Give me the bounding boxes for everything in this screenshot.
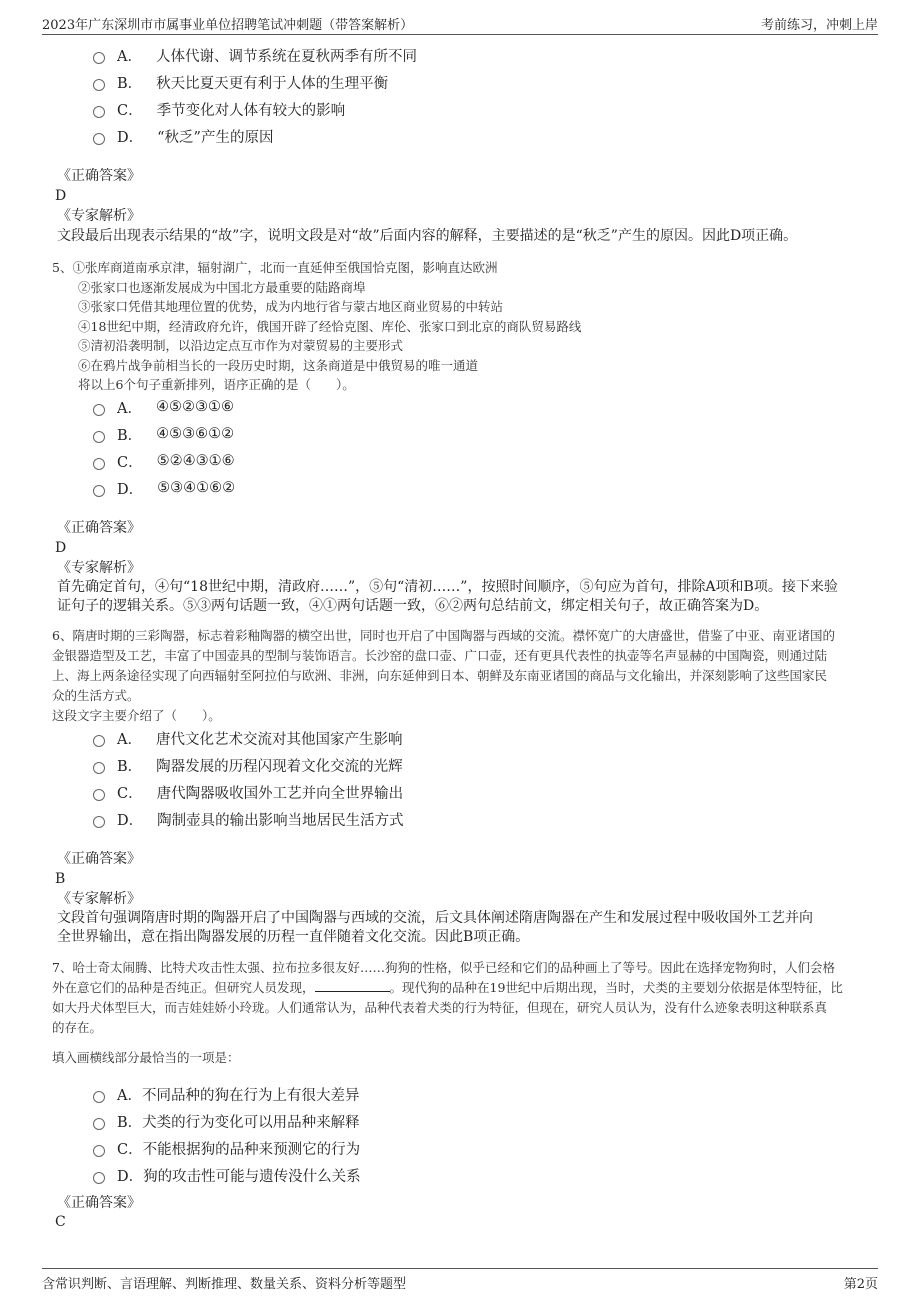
analysis-text: 首先确定首句，④句“18世纪中期，清政府……”，⑤句“清初……”，按照时间顺序，⑤句应为首句，排除A项和B项。接下来验 (57, 579, 838, 595)
analysis-label: 《专家解析》 (57, 560, 141, 576)
header-title: 2023年广东深圳市市属事业单位招聘笔试冲刺题（带答案解析） (42, 18, 414, 33)
analysis-text: 文段首句强调隋唐时期的陶器开启了中国陶器与西域的交流，后文具体阐述隋唐陶器在产生和发展过程中吸收国外工艺并向 (57, 910, 813, 926)
q5-question: 将以上6个句子重新排列，语序正确的是（ ）。 (78, 377, 355, 392)
q6-stem-line: 金银器造型及工艺，丰富了中国壶具的型制与装饰语言。长沙窑的盘口壶、广口壶，还有更具代表性的执壶等名声显赫的中国陶瓷，则通过陆 (52, 648, 828, 663)
option-text: ④⑤②③①⑥ (155, 399, 234, 415)
q5-option-c[interactable]: C． ⑤②④③①⑥ (93, 450, 235, 472)
radio-icon[interactable] (93, 816, 105, 828)
option-text: 季节变化对人体有较大的影响 (156, 102, 346, 119)
q6-option-d[interactable]: D． 陶制壶具的输出影响当地居民生活方式 (93, 808, 404, 830)
radio-icon[interactable] (93, 106, 105, 118)
option-text: ⑤②④③①⑥ (156, 453, 235, 469)
answer-label: 《正确答案》 (57, 520, 141, 536)
q6-question: 这段文字主要介绍了（ ）。 (52, 708, 221, 723)
q5-stem-line: ②张家口也逐渐发展成为中国北方最重要的陆路商埠 (78, 280, 366, 295)
option-text: 唐代陶器吸收国外工艺并向全世界输出 (156, 785, 404, 802)
option-text: ④⑤③⑥①② (156, 426, 235, 442)
q7-stem-line: 如大丹犬体型巨大，而吉娃娃娇小玲珑。人们通常认为，品种代表着犬类的行为特征，但现在，研究人员认为，没有什么迹象表明这种联系真 (52, 1000, 828, 1015)
q6-stem-line: 众的生活方式。 (52, 688, 140, 703)
answer-label: 《正确答案》 (57, 168, 141, 184)
q5-stem-line: ④18世纪中期，经清政府允许，俄国开辟了经恰克图、库伦、张家口到北京的商队贸易路线 (78, 319, 582, 334)
page-header (42, 12, 878, 35)
q4-option-b[interactable]: B． 秋天比夏天更有利于人体的生理平衡 (93, 71, 388, 93)
q5-stem-line: ⑤清初沿袭明制，以沿边定点互市作为对蒙贸易的主要形式 (78, 338, 404, 353)
option-text: 人体代谢、调节系统在夏秋两季有所不同 (155, 48, 417, 65)
q5-stem-line: 5、①张库商道南承京津，辐射湖广，北而一直延伸至俄国恰克图，影响直达欧洲 (52, 260, 498, 275)
analysis-text: 文段最后出现表示结果的“故”字，说明文段是对“故”后面内容的解释，主要描述的是“秋乏”产生的原因。因此D项正确。 (57, 228, 798, 244)
radio-icon[interactable] (93, 1091, 105, 1103)
analysis-label: 《专家解析》 (57, 208, 141, 224)
option-text: 陶制壶具的输出影响当地居民生活方式 (157, 812, 404, 829)
answer-value: D (55, 540, 67, 556)
option-text: ⑤③④①⑥② (157, 480, 236, 496)
option-text: 犬类的行为变化可以用品种来解释 (142, 1114, 360, 1131)
option-text: 狗的攻击性可能与遗传没什么关系 (143, 1168, 361, 1185)
option-text: 不能根据狗的品种来预测它的行为 (142, 1141, 361, 1158)
page-number: 第2页 (843, 1277, 878, 1292)
q7-option-d[interactable]: D． 狗的攻击性可能与遗传没什么关系 (93, 1164, 361, 1186)
answer-label: 《正确答案》 (57, 1195, 141, 1211)
radio-icon[interactable] (93, 1118, 105, 1130)
q7-option-a[interactable]: A． 不同品种的狗在行为上有很大差异 (93, 1083, 359, 1105)
analysis-label: 《专家解析》 (57, 891, 141, 907)
radio-icon[interactable] (93, 79, 105, 91)
q5-stem-line: ③张家口凭借其地理位置的优势，成为内地行省与蒙古地区商业贸易的中转站 (78, 299, 504, 314)
q5-stem-line: ⑥在鸦片战争前相当长的一段历史时期，这条商道是中俄贸易的唯一通道 (78, 358, 479, 373)
radio-icon[interactable] (93, 52, 105, 64)
radio-icon[interactable] (93, 1145, 105, 1157)
footer-topics: 含常识判断、言语理解、判断推理、数量关系、资料分析等题型 (42, 1277, 407, 1292)
q7-option-c[interactable]: C． 不能根据狗的品种来预测它的行为 (93, 1137, 360, 1159)
analysis-text: 证句子的逻辑关系。⑤③两句话题一致，④①两句话题一致，⑥②两句总结前文，绑定相关句子，故正确答案为D。 (57, 598, 769, 614)
radio-icon[interactable] (93, 458, 105, 470)
header-slogan: 考前练习，冲刺上岸 (760, 18, 878, 33)
radio-icon[interactable] (93, 1172, 105, 1184)
fill-blank (315, 979, 390, 992)
q4-option-c[interactable]: C． 季节变化对人体有较大的影响 (93, 98, 345, 120)
radio-icon[interactable] (93, 133, 105, 145)
answer-value: D (55, 188, 67, 204)
q7-stem-line: 的存在。 (52, 1020, 103, 1035)
q6-option-b[interactable]: B． 陶器发展的历程闪现着文化交流的光辉 (93, 754, 403, 776)
q7-stem-line: 7、哈士奇太闹腾、比特犬攻击性太强、拉布拉多很友好……狗狗的性格，似乎已经和它们的品种画上了等号。因此在选择宠物狗时，人们会格 (52, 960, 835, 975)
q6-stem-line: 6、隋唐时期的三彩陶器，标志着彩釉陶器的横空出世，同时也开启了中国陶器与西域的交流。襟怀宽广的大唐盛世，借鉴了中亚、南亚诸国的 (52, 628, 835, 643)
q6-option-c[interactable]: C． 唐代陶器吸收国外工艺并向全世界输出 (93, 781, 403, 803)
q5-option-d[interactable]: D． ⑤③④①⑥② (93, 477, 235, 499)
option-text: 唐代文化艺术交流对其他国家产生影响 (155, 731, 403, 748)
option-text: “秋乏”产生的原因 (157, 129, 274, 146)
option-text: 陶器发展的历程闪现着文化交流的光辉 (156, 758, 403, 775)
q7-stem-line: 外在意它们的品种是否纯正。但研究人员发现， 。现代狗的品种在19世纪中后期出现，当时，犬类的主要划分依据是体型特征，比 (52, 980, 843, 995)
q4-option-a[interactable]: A． 人体代谢、调节系统在夏秋两季有所不同 (93, 44, 417, 66)
radio-icon[interactable] (93, 762, 105, 774)
radio-icon[interactable] (93, 485, 105, 497)
radio-icon[interactable] (93, 404, 105, 416)
q5-option-b[interactable]: B． ④⑤③⑥①② (93, 423, 234, 445)
radio-icon[interactable] (93, 789, 105, 801)
option-text: 不同品种的狗在行为上有很大差异 (141, 1087, 360, 1104)
q6-option-a[interactable]: A． 唐代文化艺术交流对其他国家产生影响 (93, 727, 402, 749)
answer-label: 《正确答案》 (57, 851, 141, 867)
q7-option-b[interactable]: B． 犬类的行为变化可以用品种来解释 (93, 1110, 360, 1132)
q7-question: 填入画横线部分最恰当的一项是： (52, 1050, 240, 1065)
q5-option-a[interactable]: A． ④⑤②③①⑥ (93, 396, 234, 418)
page-footer (42, 1268, 878, 1292)
q6-stem-line: 上、海上两条途径实现了向西辐射至阿拉伯与欧洲、非洲，向东延伸到日本、朝鲜及东南亚诸国的商品与文化输出，并深刻影响了这些国家民 (52, 668, 828, 683)
answer-value: B (55, 871, 66, 887)
answer-value: C (55, 1214, 66, 1230)
radio-icon[interactable] (93, 735, 105, 747)
q4-option-d[interactable]: D． “秋乏”产生的原因 (93, 125, 273, 147)
analysis-text: 全世界输出，意在指出陶器发展的历程一直伴随着文化交流。因此B项正确。 (57, 929, 530, 945)
radio-icon[interactable] (93, 431, 105, 443)
option-text: 秋天比夏天更有利于人体的生理平衡 (156, 75, 389, 92)
